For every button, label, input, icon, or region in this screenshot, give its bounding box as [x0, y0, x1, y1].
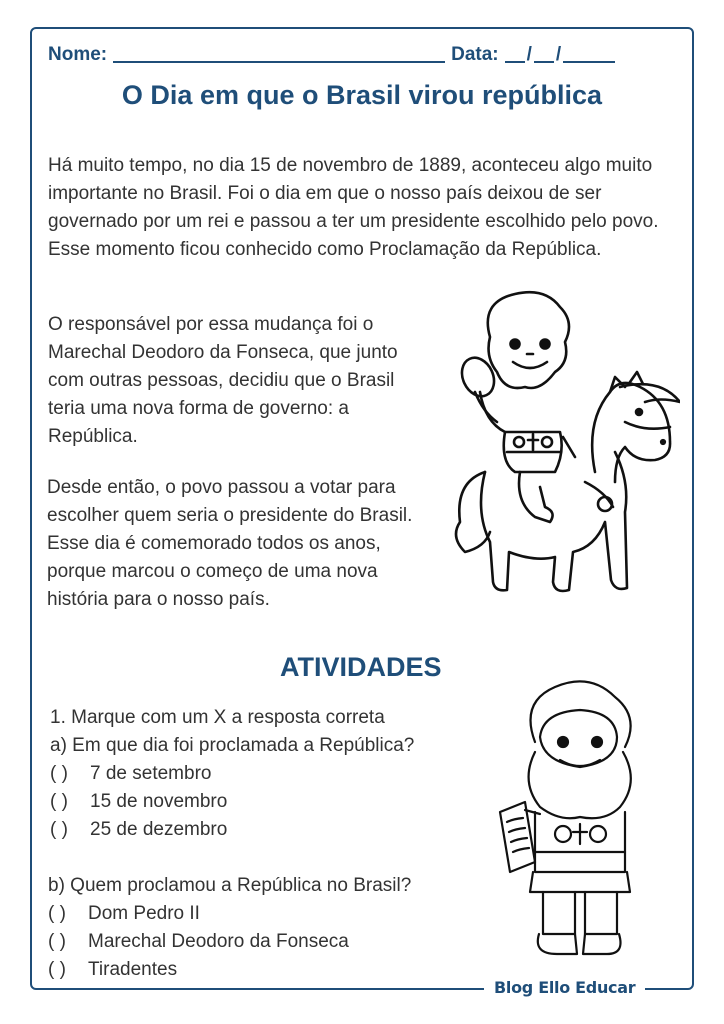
date-input[interactable] — [505, 44, 616, 66]
answer-option[interactable] — [48, 956, 411, 984]
option-label: 7 de setembro — [90, 763, 212, 784]
option-label: 15 de novembro — [90, 791, 228, 812]
question-b-prompt: b) Quem proclamou a República no Brasil? — [48, 875, 412, 896]
since-then-paragraph: Desde então, o povo passou a votar para escolher quem seria o presidente do Brasil. Esse dia é comemorado todos os anos, porque marcou o começo de uma nova história para o nosso país. — [47, 477, 413, 610]
intro-paragraph: Há muito tempo, no dia 15 de novembro de 1889, aconteceu algo muito importante no Brasil. Foi o dia em que o nosso país deixou de ser governado por um rei e passou a ter um presidente escolhido pelo povo. Esse momento ficou conhecido como Proclamação da República. — [48, 155, 659, 260]
marechal-paragraph: O responsável por essa mudança foi o Marechal Deodoro da Fonseca, que junto com outras pessoas, decidiu que o Brasil teria uma nova forma de governo: a República. — [48, 314, 398, 447]
header-row — [48, 40, 658, 66]
checkbox-parentheses[interactable]: ( ) — [48, 903, 66, 924]
name-label: Nome: — [48, 44, 108, 65]
option-label: Tiradentes — [88, 959, 178, 980]
marechal-on-horse-illustration — [445, 282, 680, 602]
option-label: Marechal Deodoro da Fonseca — [88, 931, 349, 952]
option-label: 25 de dezembro — [90, 819, 228, 840]
answer-option[interactable] — [48, 900, 411, 928]
date-month-line[interactable] — [534, 45, 554, 63]
date-slash: / — [555, 44, 562, 65]
page-title: O Dia em que o Brasil virou república — [121, 80, 603, 110]
activity-instruction: 1. Marque com um X a resposta correta — [50, 707, 385, 728]
question-a-prompt: a) Em que dia foi proclamada a República? — [50, 735, 415, 756]
checkbox-parentheses[interactable]: ( ) — [48, 959, 66, 980]
date-slash: / — [526, 44, 532, 65]
checkbox-parentheses[interactable]: ( ) — [50, 763, 68, 784]
question-group-1 — [50, 704, 414, 844]
footer-brand: Blog Ello Educar — [484, 978, 645, 997]
checkbox-parentheses[interactable]: ( ) — [50, 791, 68, 812]
answer-option[interactable] — [50, 760, 414, 788]
option-label: Dom Pedro II — [88, 903, 200, 924]
marechal-standing-illustration — [495, 672, 665, 962]
date-label: Data: — [451, 44, 499, 65]
date-year-line[interactable] — [563, 45, 615, 63]
answer-option[interactable] — [50, 816, 414, 844]
answer-option[interactable] — [48, 928, 411, 956]
checkbox-parentheses[interactable]: ( ) — [48, 931, 66, 952]
checkbox-parentheses[interactable]: ( ) — [50, 819, 68, 840]
question-group-2 — [48, 872, 411, 984]
answer-option[interactable] — [50, 788, 414, 816]
activities-title: ATIVIDADES — [280, 652, 442, 682]
date-day-line[interactable] — [505, 45, 525, 63]
name-input-line[interactable] — [113, 45, 445, 63]
